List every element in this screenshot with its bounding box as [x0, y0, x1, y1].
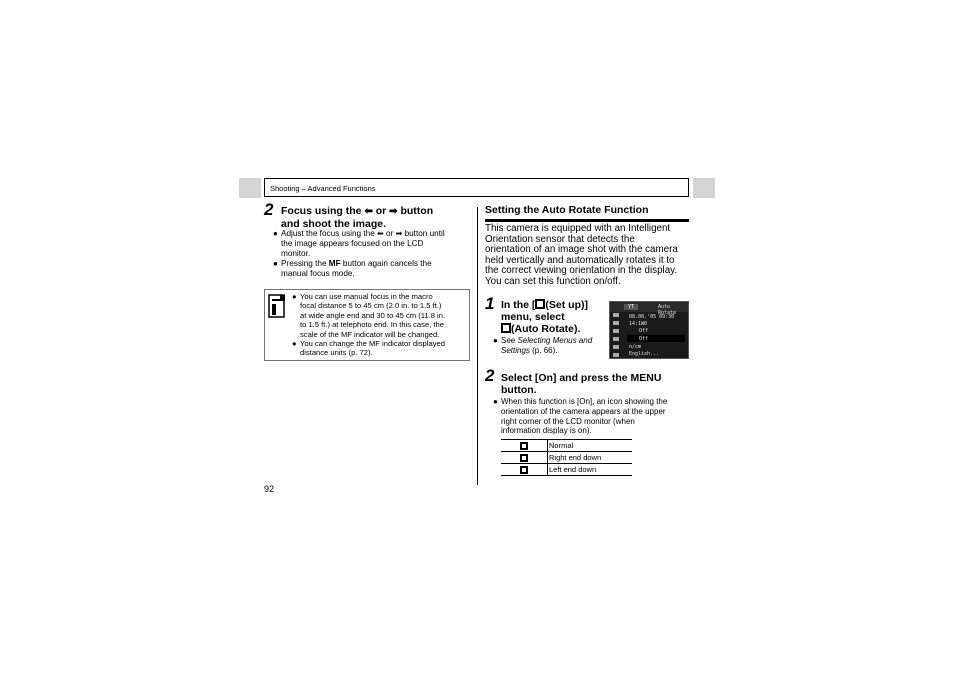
bullet-dot-icon: ● [292, 292, 297, 301]
bullet-item: ● Adjust the focus using the ⬅ or ➡ button until the image appears focused on the LCD monitor. [273, 229, 445, 258]
step-number: 1 [485, 294, 495, 313]
orientation-table [501, 439, 632, 476]
step-number: 2 [264, 200, 274, 219]
bullet-item: ● When this function is [On], an icon showing the orientation of the camera appears at the upper right corner of the LCD monitor (when information display is on). [493, 397, 668, 436]
lcd-menu-screenshot: YT Auto Rotate 08.08.'05 09:30 14:1W0 Off Off n/cm English... [609, 301, 689, 359]
left-arrow-icon: ⬅ [364, 206, 373, 217]
table-row: Right end down [501, 452, 632, 464]
note-text: ● You can use manual focus in the macro focal distance 5 to 45 cm (2.0 in. to 1.5 ft.) at wide angle end and 30 to 45 cm (11.8 in. to 1.5 ft.) at telephoto end. In this case, the scale of the MF indicator will be changed. ● You can change the MF indicator displayed distance units (p. 72). [292, 292, 446, 358]
column-divider [477, 207, 478, 485]
step-title: In the [ (Set up)] menu, select (Auto Rotate). [501, 299, 588, 335]
bullet-dot-icon: ● [273, 229, 278, 238]
right-page-tab [693, 178, 715, 198]
page-number: 92 [264, 484, 275, 494]
orientation-right-down-icon [520, 454, 528, 462]
auto-rotate-icon [501, 323, 511, 333]
left-arrow-icon: ⬅ [377, 229, 384, 238]
step-number: 2 [485, 366, 495, 385]
bullet-dot-icon: ● [273, 259, 278, 268]
orientation-normal-icon [520, 442, 528, 450]
section-rule [485, 219, 689, 222]
bullet-dot-icon: ● [493, 336, 498, 345]
header-section: Shooting – Advanced Functions [270, 184, 376, 193]
step-title: Select [On] and press the MENU button. [501, 372, 662, 396]
step-title: Focus using the ⬅ or ➡ button and shoot the image. [281, 205, 434, 230]
memo-icon [268, 294, 286, 318]
section-title: Setting the Auto Rotate Function [485, 204, 649, 216]
running-header [264, 178, 689, 197]
right-arrow-icon: ➡ [395, 229, 403, 238]
left-page-tab [239, 178, 261, 198]
bullet-item: ● Pressing the MF button again cancels the manual focus mode. [273, 259, 432, 278]
right-arrow-icon: ➡ [389, 206, 398, 217]
bullet-item: ● See Selecting Menus and Settings (p. 66). [493, 336, 593, 355]
intro-paragraph: This camera is equipped with an Intelligent Orientation sensor that detects the orientation of an image shot with the camera held vertically and automatically rotates it to the correct viewing orientation in the display. You can set this function on/off. [485, 223, 678, 287]
table-row: Left end down [501, 464, 632, 476]
table-row: Normal [501, 440, 632, 452]
orientation-left-down-icon [520, 466, 528, 474]
bullet-dot-icon: ● [493, 397, 498, 406]
setup-icon [535, 299, 545, 309]
bullet-dot-icon: ● [292, 339, 297, 349]
